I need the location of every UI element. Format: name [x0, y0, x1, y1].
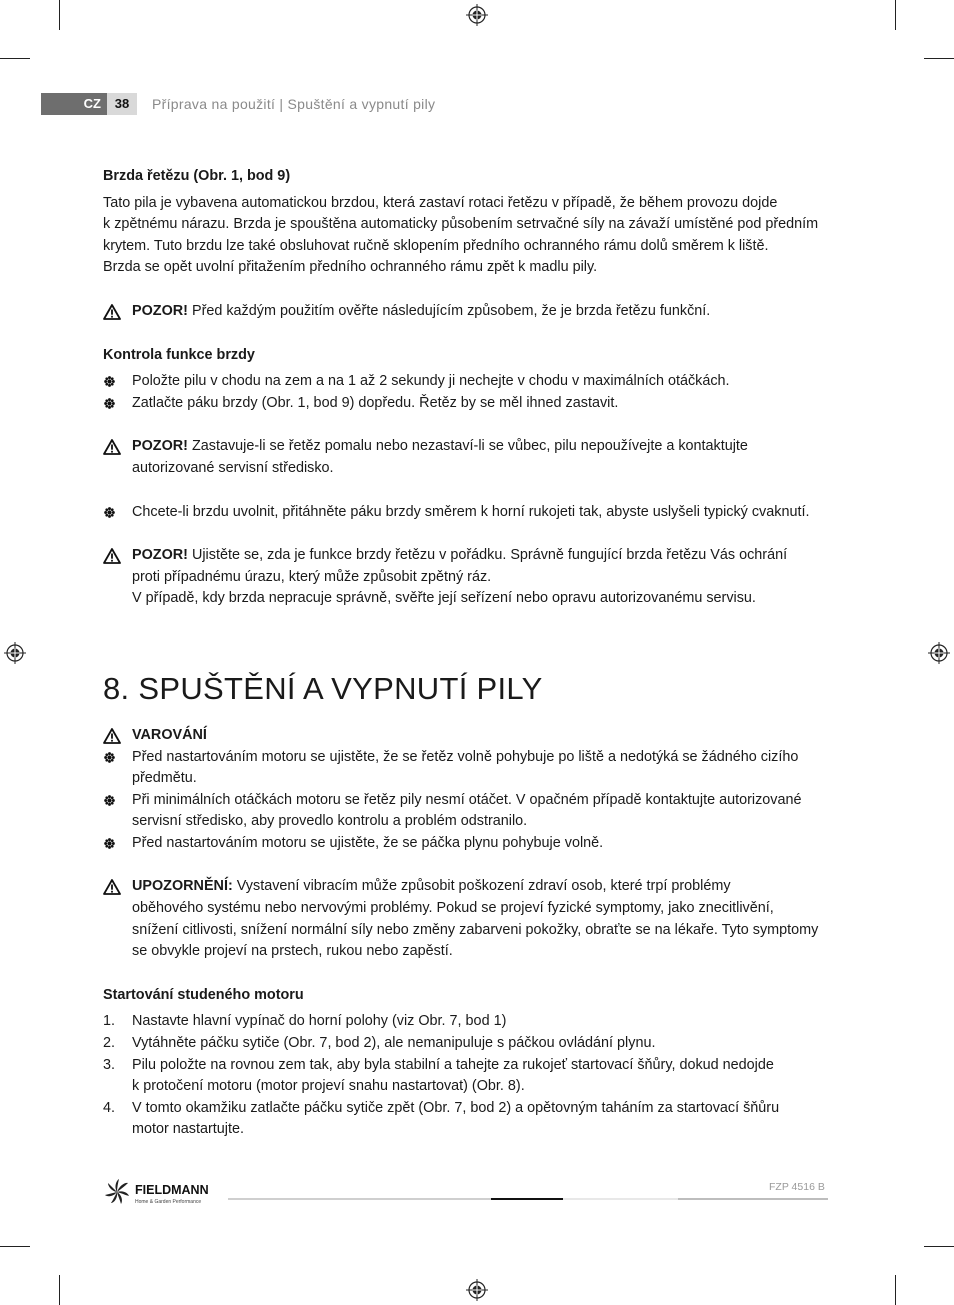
warning-note: [103, 725, 833, 747]
paragraph-line: Tato pila je vybavena automatickou brzdou, která zastaví rotaci řetězu v případě, že během provozu dojde: [103, 194, 778, 211]
page-content: [103, 166, 833, 1141]
list-item-text: servisní středisko, aby provedlo kontrolu a problém odstranilo.: [132, 813, 528, 830]
section-heading-chain-brake: Brzda řetězu (Obr. 1, bod 9): [103, 168, 291, 184]
warning-text: Před každým použitím ověřte následujícím způsobem, že je brzda řetězu funkční.: [187, 302, 711, 319]
notice-note: [103, 876, 833, 962]
step-number: 2.: [103, 1035, 116, 1052]
warning-note: [103, 301, 833, 323]
registration-mark-icon: [928, 642, 950, 664]
warning-label: POZOR!: [132, 438, 188, 455]
brand-tagline: Home & Garden Performance: [135, 1199, 202, 1205]
crop-mark: [0, 58, 30, 59]
registration-mark-icon: [466, 4, 488, 26]
numbered-step: [103, 1098, 833, 1141]
list-item: [103, 502, 833, 524]
step-text: Pilu položte na rovnou zem tak, aby byla stabilní a tahejte za rukojeť startovací šňůry, dokud nedojde: [132, 1056, 774, 1073]
flower-bullet-icon: [104, 752, 115, 763]
crop-mark: [924, 58, 954, 59]
step-text: V tomto okamžiku zatlačte páčku sytiče zpět (Obr. 7, bod 2) a opětovným taháním za startovací šňůru: [132, 1099, 780, 1116]
list-item: [103, 371, 833, 393]
paragraph-line: Brzda se opět uvolní přitažením předního ochranného rámu zpět k madlu pily.: [103, 259, 598, 276]
list-item-text: Před nastartováním motoru se ujistěte, že se řetěz volně pohybuje po liště a nedotýká se žádného cizího: [132, 748, 799, 765]
numbered-step: [103, 1033, 833, 1055]
paragraph-line: krytem. Tuto brzdu lze také obsluhovat ručně sklopením předního ochranného rámu dolů směrem k liště.: [103, 237, 769, 254]
step-number: 3.: [103, 1056, 116, 1073]
step-text: motor nastartujte.: [132, 1121, 244, 1138]
notice-text: se obvykle projeví na prstech, rukou nebo zapěstí.: [132, 943, 453, 960]
crop-mark: [59, 1275, 60, 1305]
warning-triangle-icon: [103, 879, 121, 895]
warning-text: proti případnému úrazu, který může způsobit zpětný ráz.: [132, 568, 492, 585]
notice-text: Vystavení vibracím může způsobit poškození zdraví osob, které trpí problémy: [232, 878, 731, 895]
language-tab: CZ: [41, 93, 107, 115]
numbered-step: [103, 1055, 833, 1098]
warning-text: autorizované servisní středisko.: [132, 459, 334, 476]
list-item-text: Chcete-li brzdu uvolnit, přitáhněte páku brzdy směrem k horní rukojeti tak, abyste uslyšeli typický cvaknutí.: [132, 503, 810, 520]
section-heading-brake-check: Kontrola funkce brzdy: [103, 346, 255, 363]
registration-mark-icon: [466, 1279, 488, 1301]
list-item-text: Při minimálních otáčkách motoru se řetěz pily nesmí otáčet. V opačném případě kontaktujte autorizované: [132, 791, 802, 808]
warning-text: Ujistěte se, zda je funkce brzdy řetězu v pořádku. Správně fungující brzda řetězu Vás ochrání: [187, 547, 788, 564]
crop-mark: [895, 1275, 896, 1305]
warning-text: V případě, kdy brzda nepracuje správně, svěřte její seřízení nebo opravu autorizovanému servisu.: [132, 590, 756, 607]
flower-bullet-icon: [104, 376, 115, 387]
registration-mark-icon: [4, 642, 26, 664]
list-item: [103, 747, 833, 790]
page-number: 38: [107, 93, 137, 115]
list-item: [103, 833, 833, 855]
paragraph-line: k zpětnému nárazu. Brzda je spouštěna automaticky působením setrvačné síly na závaží umístěné pod předním: [103, 216, 819, 233]
footer-rule: [678, 1198, 828, 1200]
footer-rule: [228, 1198, 491, 1200]
warning-triangle-icon: [103, 728, 121, 744]
flower-bullet-icon: [104, 838, 115, 849]
crop-mark: [0, 1246, 30, 1247]
fieldmann-logo: [103, 1176, 228, 1208]
chapter-title: 8. SPUŠTĚNÍ A VYPNUTÍ PILY: [103, 670, 543, 706]
crop-mark: [59, 0, 60, 30]
flower-bullet-icon: [104, 795, 115, 806]
notice-text: oběhového systému nebo nervovými problémy. Pokud se projeví fyzické symptomy, jako znecitlivění,: [132, 900, 774, 917]
list-item: [103, 790, 833, 833]
warning-text: Zastavuje-li se řetěz pomalu nebo nezastaví-li se vůbec, pilu nepoužívejte a kontaktujte: [187, 438, 748, 455]
section-heading-cold-start: Startování studeného motoru: [103, 986, 304, 1003]
step-number: 1.: [103, 1013, 116, 1030]
footer-rule: [563, 1198, 678, 1200]
warning-label: POZOR!: [132, 547, 188, 564]
notice-text: snížení citlivosti, snížení normální síly nebo změny zabarveni pokožky, obraťte se na lékaře. Tyto symptomy: [132, 921, 819, 938]
warning-triangle-icon: [103, 439, 121, 455]
crop-mark: [895, 0, 896, 30]
warning-note: [103, 436, 833, 479]
warning-label: VAROVÁNÍ: [132, 726, 207, 743]
list-item-text: Položte pilu v chodu na zem a na 1 až 2 sekundy ji nechejte v chodu v maximálních otáčkách.: [132, 373, 730, 390]
warning-triangle-icon: [103, 304, 121, 320]
notice-label: UPOZORNĚNÍ:: [132, 878, 233, 895]
step-text: Vytáhněte páčku sytiče (Obr. 7, bod 2), ale nemanipuluje s páčkou ovládání plynu.: [132, 1035, 656, 1052]
numbered-step: [103, 1011, 833, 1033]
step-text: k protočení motoru (motor projeví snahu nastartovat) (Obr. 8).: [132, 1078, 525, 1095]
model-number: FZP 4516 B: [769, 1181, 825, 1193]
list-item-text: Před nastartováním motoru se ujistěte, že se páčka plynu pohybuje volně.: [132, 834, 604, 851]
running-header-title: Příprava na použití | Spuštění a vypnutí pily: [152, 96, 436, 112]
warning-label: POZOR!: [132, 302, 188, 319]
warning-note: [103, 545, 833, 610]
flower-bullet-icon: [104, 507, 115, 518]
flower-bullet-icon: [104, 398, 115, 409]
list-item-text: Zatlačte páku brzdy (Obr. 1, bod 9) dopředu. Řetěz by se měl ihned zastavit.: [132, 394, 619, 411]
step-number: 4.: [103, 1099, 116, 1116]
footer-rule: [491, 1198, 563, 1200]
brand-name: FIELDMANN: [135, 1183, 209, 1197]
warning-triangle-icon: [103, 548, 121, 564]
crop-mark: [924, 1246, 954, 1247]
step-text: Nastavte hlavní vypínač do horní polohy (viz Obr. 7, bod 1): [132, 1013, 507, 1030]
list-item: [103, 393, 833, 415]
list-item-text: předmětu.: [132, 770, 197, 787]
